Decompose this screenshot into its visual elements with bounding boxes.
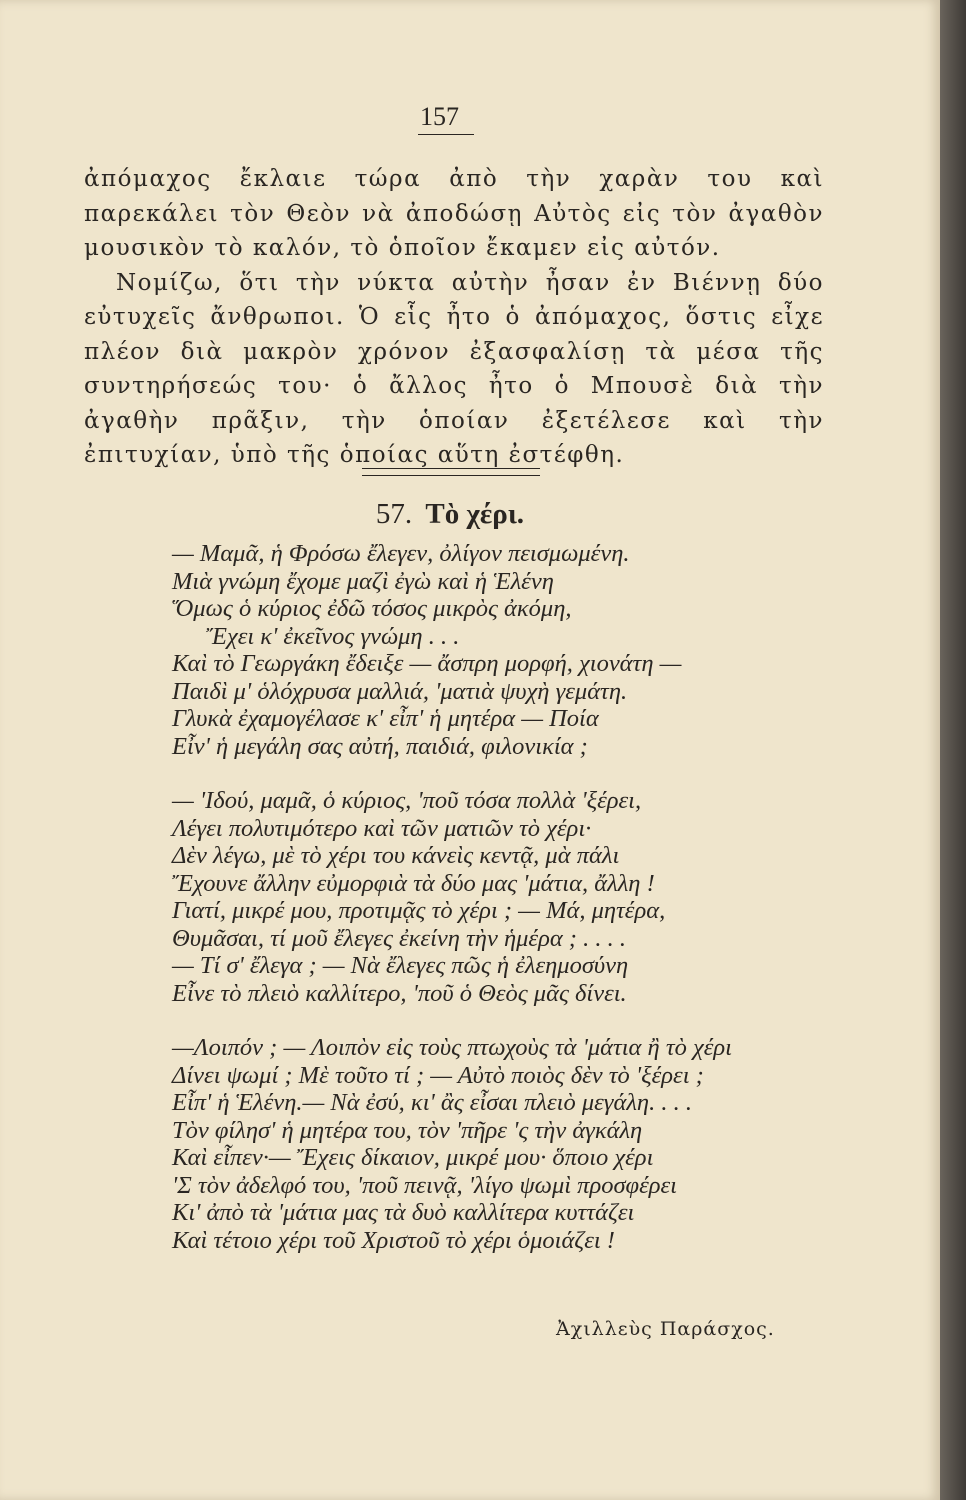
poem-line: Γλυκὰ ἐχαμογέλασε κ' εἶπ' ἡ μητέρα — Ποία: [172, 705, 599, 732]
prose-section: [84, 162, 824, 473]
poem-line: Ἔχουνε ἄλλην εὐμορφιὰ τὰ δύο μας 'μάτια, ἄλλη !: [172, 869, 655, 897]
poem-line: Εἶνε τὸ πλειὸ καλλίτερο, 'ποῦ ὁ Θεὸς μᾶς δίνει.: [172, 979, 627, 1007]
poem-line: Καὶ εἶπεν·— Ἔχεις δίκαιον, μικρέ μου· ὅποιο χέρι: [172, 1144, 654, 1171]
page-number-rule: [418, 134, 474, 135]
poem-line: Μιὰ γνώμη ἔχομε μαζὶ ἐγὼ καὶ ἡ Ἑλένη: [172, 567, 554, 595]
poem-title: Τὸ χέρι.: [425, 498, 525, 530]
poem-line: Λέγει πολυτιμότερο καὶ τῶν ματιῶν τὸ χέρι·: [172, 814, 592, 842]
poem-line: Εἶπ' ἡ Ἑλένη.— Νὰ ἐσύ, κι' ἂς εἶσαι πλειὸ μεγάλη. . . .: [172, 1089, 692, 1116]
poem-author: Ἀχιλλεὺς Παράσχος.: [556, 1318, 775, 1340]
poem-line: 'Σ τὸν ἀδελφό του, 'ποῦ πεινᾷ, 'λίγο ψωμὶ προσφέρει: [172, 1171, 677, 1199]
poem-body: [172, 540, 852, 1281]
prose-paragraph: Νομίζω, ὅτι τὴν νύκτα αὐτὴν ἦσαν ἐν Βιέννῃ δύο εὐτυχεῖς ἄνθρωποι. Ὁ εἷς ἦτο ὁ ἀπόμαχος, ὅστις εἶχε πλέον διὰ μακρὸν χρόνον ἐξασφαλίσῃ τὰ μέσα τῆς συντηρήσεώς του· ὁ ἄλλος ἦτο ὁ Μπουσὲ διὰ τὴν ἀγαθὴν πρᾶξιν, τὴν ὁποίαν ἐξετέλεσε καὶ τὴν ἐπιτυχίαν, ὑπὸ τῆς ὁποίας αὕτη ἐστέφθη.: [84, 269, 824, 468]
poem-line: Θυμᾶσαι, τί μοῦ ἔλεγες ἐκείνη τὴν ἡμέρα ; . . . .: [172, 924, 626, 952]
stanza: [172, 787, 852, 1007]
poem-line: Τὸν φίλησ' ἡ μητέρα του, τὸν 'πῆρε 'ς τὴν ἀγκάλη: [172, 1116, 643, 1144]
poem-line: Κι' ἀπὸ τὰ 'μάτια μας τὰ δυὸ καλλίτερα κυττάζει: [172, 1199, 635, 1226]
poem-number: 57.: [375, 498, 413, 530]
stanza: [172, 1034, 852, 1254]
section-separator: [362, 468, 540, 476]
poem-line: —Λοιπόν ; — Λοιπὸν εἰς τοὺς πτωχοὺς τὰ 'μάτια ἢ τὸ χέρι: [172, 1034, 732, 1061]
poem-line: — Τί σ' ἔλεγα ; — Νὰ ἔλεγες πῶς ἡ ἐλεημοσύνη: [172, 952, 629, 979]
poem-line: Δὲν λέγω, μὲ τὸ χέρι του κάνεὶς κεντᾷ, μὰ πάλι: [172, 842, 620, 869]
poem-line: — Μαμᾶ, ἡ Φρόσω ἔλεγεν, ὀλίγον πεισμωμένη.: [172, 540, 630, 567]
poem-line: Παιδὶ μ' ὁλόχρυσα μαλλιά, 'ματιὰ ψυχὴ γεμάτη.: [172, 677, 628, 705]
poem-line: Καὶ τέτοιο χέρι τοῦ Χριστοῦ τὸ χέρι ὁμοιάζει !: [172, 1226, 615, 1254]
poem-line: Ὅμως ὁ κύριος ἐδῶ τόσος μικρὸς ἀκόμη,: [172, 595, 572, 622]
stanza: [172, 540, 852, 760]
poem-line: Εἶν' ἡ μεγάλη σας αὐτή, παιδιά, φιλονικία ;: [172, 732, 588, 760]
poem-line: Ἔχει κ' ἐκεῖνος γνώμη . . .: [206, 622, 460, 650]
poem-line: — 'Ιδού, μαμᾶ, ὁ κύριος, 'ποῦ τόσα πολλὰ 'ξέρει,: [172, 787, 642, 814]
book-edge: [940, 0, 966, 1500]
page-number: 157: [420, 102, 459, 131]
poem-line: Δίνει ψωμί ; Μὲ τοῦτο τί ; — Αὐτὸ ποιὸς δὲν τὸ 'ξέρει ;: [172, 1061, 704, 1089]
poem-line: Καὶ τὸ Γεωργάκη ἔδειξε — ἄσπρη μορφή, χιονάτη —: [172, 650, 682, 677]
prose-paragraph: ἀπόμαχος ἔκλαιε τώρα ἀπὸ τὴν χαρὰν του καὶ παρεκάλει τὸν Θεὸν νὰ ἀποδώσῃ Αὐτὸς εἰς τὸν ἀγαθὸν μουσικὸν τὸ καλόν, τὸ ὁποῖον ἔκαμεν εἰς αὐτόν.: [84, 166, 824, 261]
poem-line: Γιατί, μικρέ μου, προτιμᾷς τὸ χέρι ; — Μά, μητέρα,: [172, 897, 666, 924]
poem-heading: [0, 498, 900, 531]
